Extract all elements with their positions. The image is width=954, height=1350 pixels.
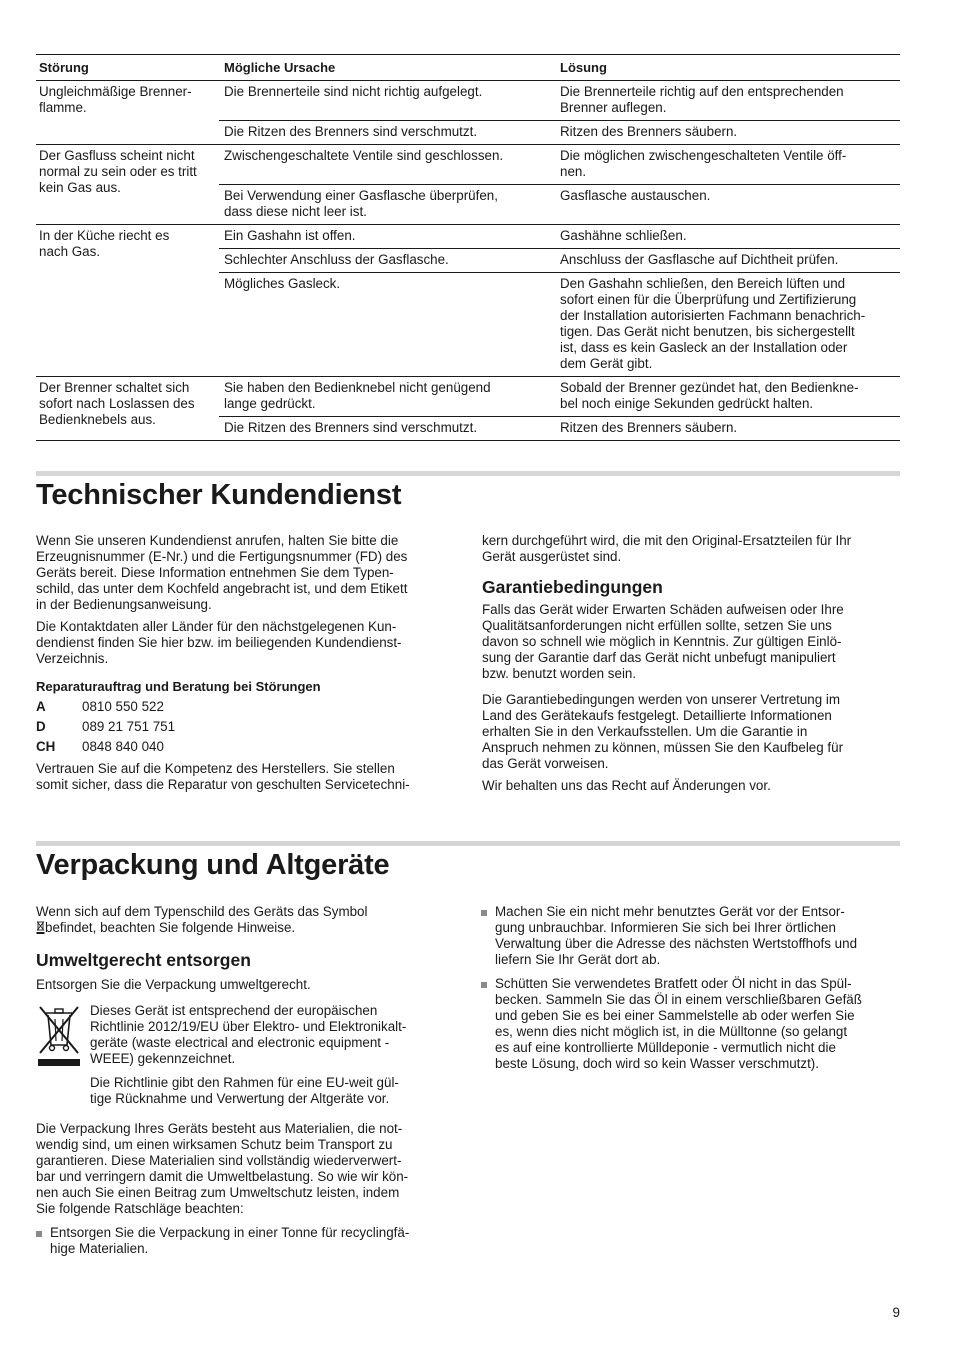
disposal-sub-heading: Umweltgerecht entsorgen	[36, 950, 251, 970]
table-header-row	[36, 55, 900, 81]
problem-cell: In der Küche riecht es nach Gas.	[36, 225, 219, 377]
repair-heading: Reparaturauftrag und Beratung bei Störungen	[36, 679, 321, 694]
problem-cell: Der Gasfluss scheint nicht normal zu sein oder es tritt kein Gas aus.	[36, 145, 219, 225]
cause-cell: Die Brennerteile sind nicht richtig aufgelegt.	[219, 81, 555, 121]
header-fault: Störung	[36, 55, 219, 81]
service-trust: Vertrauen Sie auf die Kompetenz des Herstellers. Sie stellen somit sicher, dass die Reparatur von geschulten Servicetechni-	[36, 761, 410, 792]
list-item: Machen Sie ein nicht mehr benutztes Gerät vor der Entsor- gung unbrauchbar. Informieren Sie sich bei Ihrer örtlichen Verwaltung über die Adresse des nächsten Wertstoffhofs und liefern Sie Ihr Gerät dort ab.	[481, 904, 899, 968]
square-bullet-icon	[36, 1231, 42, 1237]
cause-cell: Bei Verwendung einer Gasflasche überprüfen, dass diese nicht leer ist.	[219, 185, 555, 225]
service-trust-continued: kern durchgeführt wird, die mit den Original-Ersatzteilen für Ihr Gerät ausgerüstet sind.	[482, 533, 852, 564]
disposal-left-column	[36, 904, 454, 1263]
phone-row	[36, 697, 454, 717]
solution-cell: Ritzen des Brenners säubern.	[555, 417, 900, 441]
square-bullet-icon	[481, 982, 487, 988]
service-contact: Die Kontaktdaten aller Länder für den nächstgelegenen Kun- dendienst finden Sie hier bzw. im beiliegenden Kundendienst- Verzeichnis.	[36, 619, 402, 666]
cause-cell: Die Ritzen des Brenners sind verschmutzt.	[219, 121, 555, 145]
packaging-note: Entsorgen Sie die Verpackung umweltgerecht.	[36, 977, 311, 992]
problem-cell: Ungleichmäßige Brenner- flamme.	[36, 81, 219, 145]
list-item: Entsorgen Sie die Verpackung in einer Tonne für recyclingfä- hige Materialien.	[36, 1225, 454, 1257]
table-row	[36, 377, 900, 417]
phone-country: D	[36, 719, 46, 734]
table-row	[36, 145, 900, 185]
service-left-column	[36, 533, 454, 799]
phone-number: 0810 550 522	[82, 699, 164, 714]
solution-cell: Ritzen des Brenners säubern.	[555, 121, 900, 145]
solution-cell: Sobald der Brenner gezündet hat, den Bedienkne- bel noch einige Sekunden gedrückt halten.	[555, 377, 900, 417]
phone-country: CH	[36, 739, 56, 754]
section-divider	[36, 471, 900, 476]
cause-cell: Schlechter Anschluss der Gasflasche.	[219, 249, 555, 273]
warranty-paragraph-2: Die Garantiebedingungen werden von unserer Vertretung im Land des Gerätekaufs festgelegt. Detaillierte Informationen erhalten Sie in den Verkaufsstellen. Um die Garantie in Anspruch nehmen zu können, müssen Sie den Kaufbeleg für das Gerät vorweisen.	[482, 692, 844, 771]
crossed-bin-icon	[36, 1003, 82, 1067]
solution-cell: Die möglichen zwischengeschalteten Ventile öff- nen.	[555, 145, 900, 185]
table-row	[36, 81, 900, 121]
list-item: Schütten Sie verwendetes Bratfett oder Öl nicht in das Spül- becken. Sammeln Sie das Öl in einem verschließbaren Gefäß und geben Sie es bei einer Sammelstelle ab oder werfen Sie es, wenn dies nicht möglich ist, in die Mülltonne (so gelangt es auf eine kontrollierte Mülldeponie - vermutlich nicht die beste Lösung, doch wird so kein Wasser verschmutzt).	[481, 976, 899, 1072]
phone-country: A	[36, 699, 46, 714]
troubleshooting-table	[36, 54, 900, 441]
service-right-column	[482, 533, 900, 800]
service-intro: Wenn Sie unseren Kundendienst anrufen, halten Sie bitte die Erzeugnisnummer (E-Nr.) und die Fertigungsnummer (FD) des Geräts bereit. Diese Information entnehmen Sie dem Typen- schild, das unter dem Kochfeld angebracht ist, und dem Etikett in der Bedienungsanweisung.	[36, 533, 408, 612]
square-bullet-icon	[481, 910, 487, 916]
weee-notice	[36, 1003, 454, 1107]
crossed-bin-icon	[36, 921, 45, 934]
service-title: Technischer Kundendienst	[36, 479, 402, 511]
phone-row	[36, 717, 454, 737]
solution-cell: Den Gashahn schließen, den Bereich lüften und sofort einen für die Überprüfung und Zertifizierung der Installation autorisierten Fachmann benachrich- tigen. Das Gerät nicht benutzen, bis sichergestellt ist, dass es kein Gasleck an der Installation oder dem Gerät gibt.	[555, 273, 900, 377]
header-solution: Lösung	[555, 55, 900, 81]
table-row	[36, 225, 900, 249]
cause-cell: Zwischengeschaltete Ventile sind geschlossen.	[219, 145, 555, 185]
header-cause: Mögliche Ursache	[219, 55, 555, 81]
warranty-paragraph-3: Wir behalten uns das Recht auf Änderungen vor.	[482, 778, 771, 793]
left-bullet-list	[36, 1225, 454, 1257]
page-number: 9	[892, 1305, 900, 1320]
problem-cell: Der Brenner schaltet sich sofort nach Loslassen des Bedienknebels aus.	[36, 377, 219, 441]
solution-cell: Anschluss der Gasflasche auf Dichtheit prüfen.	[555, 249, 900, 273]
phone-list	[36, 697, 454, 757]
phone-number: 0848 840 040	[82, 739, 164, 754]
disposal-right-column	[481, 904, 899, 1078]
right-bullet-list	[481, 904, 899, 1072]
warranty-heading: Garantiebedingungen	[482, 577, 663, 597]
weee-paragraph-1: Dieses Gerät ist entsprechend der europäischen Richtlinie 2012/19/EU über Elektro- und Elektronikalt- geräte (waste electrical and electronic equipment - WEEE) gekennzeichnet.	[90, 1003, 407, 1066]
solution-cell: Gashähne schließen.	[555, 225, 900, 249]
cause-cell: Mögliches Gasleck.	[219, 273, 555, 377]
disposal-intro: Wenn sich auf dem Typenschild des Geräts das Symbol befindet, beachten Sie folgende Hinweise.	[36, 904, 368, 935]
cause-cell: Die Ritzen des Brenners sind verschmutzt.	[219, 417, 555, 441]
solution-cell: Gasflasche austauschen.	[555, 185, 900, 225]
cause-cell: Sie haben den Bedienknebel nicht genügend lange gedrückt.	[219, 377, 555, 417]
phone-number: 089 21 751 751	[82, 719, 176, 734]
warranty-paragraph-1: Falls das Gerät wider Erwarten Schäden aufweisen oder Ihre Qualitätsanforderungen nicht erfüllen sollte, setzen Sie uns davon so schnell wie möglich in Kenntnis. Zur gültigen Einlö- sung der Garantie darf das Gerät nicht unbefugt manipuliert bzw. benutzt worden sein.	[482, 602, 844, 681]
solution-cell: Die Brennerteile richtig auf den entsprechenden Brenner auflegen.	[555, 81, 900, 121]
packaging-paragraph: Die Verpackung Ihres Geräts besteht aus Materialien, die not- wendig sind, um einen wirksamen Schutz beim Transport zu garantieren. Diese Materialien sind vollständig wiederverwert- bar und verringern damit die Umweltbelastung. So wie wir kön- nen auch Sie einen Beitrag zum Umweltschutz leisten, indem Sie folgende Ratschläge beachten:	[36, 1121, 409, 1216]
phone-row	[36, 737, 454, 757]
weee-paragraph-2: Die Richtlinie gibt den Rahmen für eine EU-weit gül- tige Rücknahme und Verwertung der Altgeräte vor.	[90, 1075, 399, 1106]
cause-cell: Ein Gashahn ist offen.	[219, 225, 555, 249]
section-divider	[36, 841, 900, 846]
disposal-title: Verpackung und Altgeräte	[36, 849, 390, 881]
